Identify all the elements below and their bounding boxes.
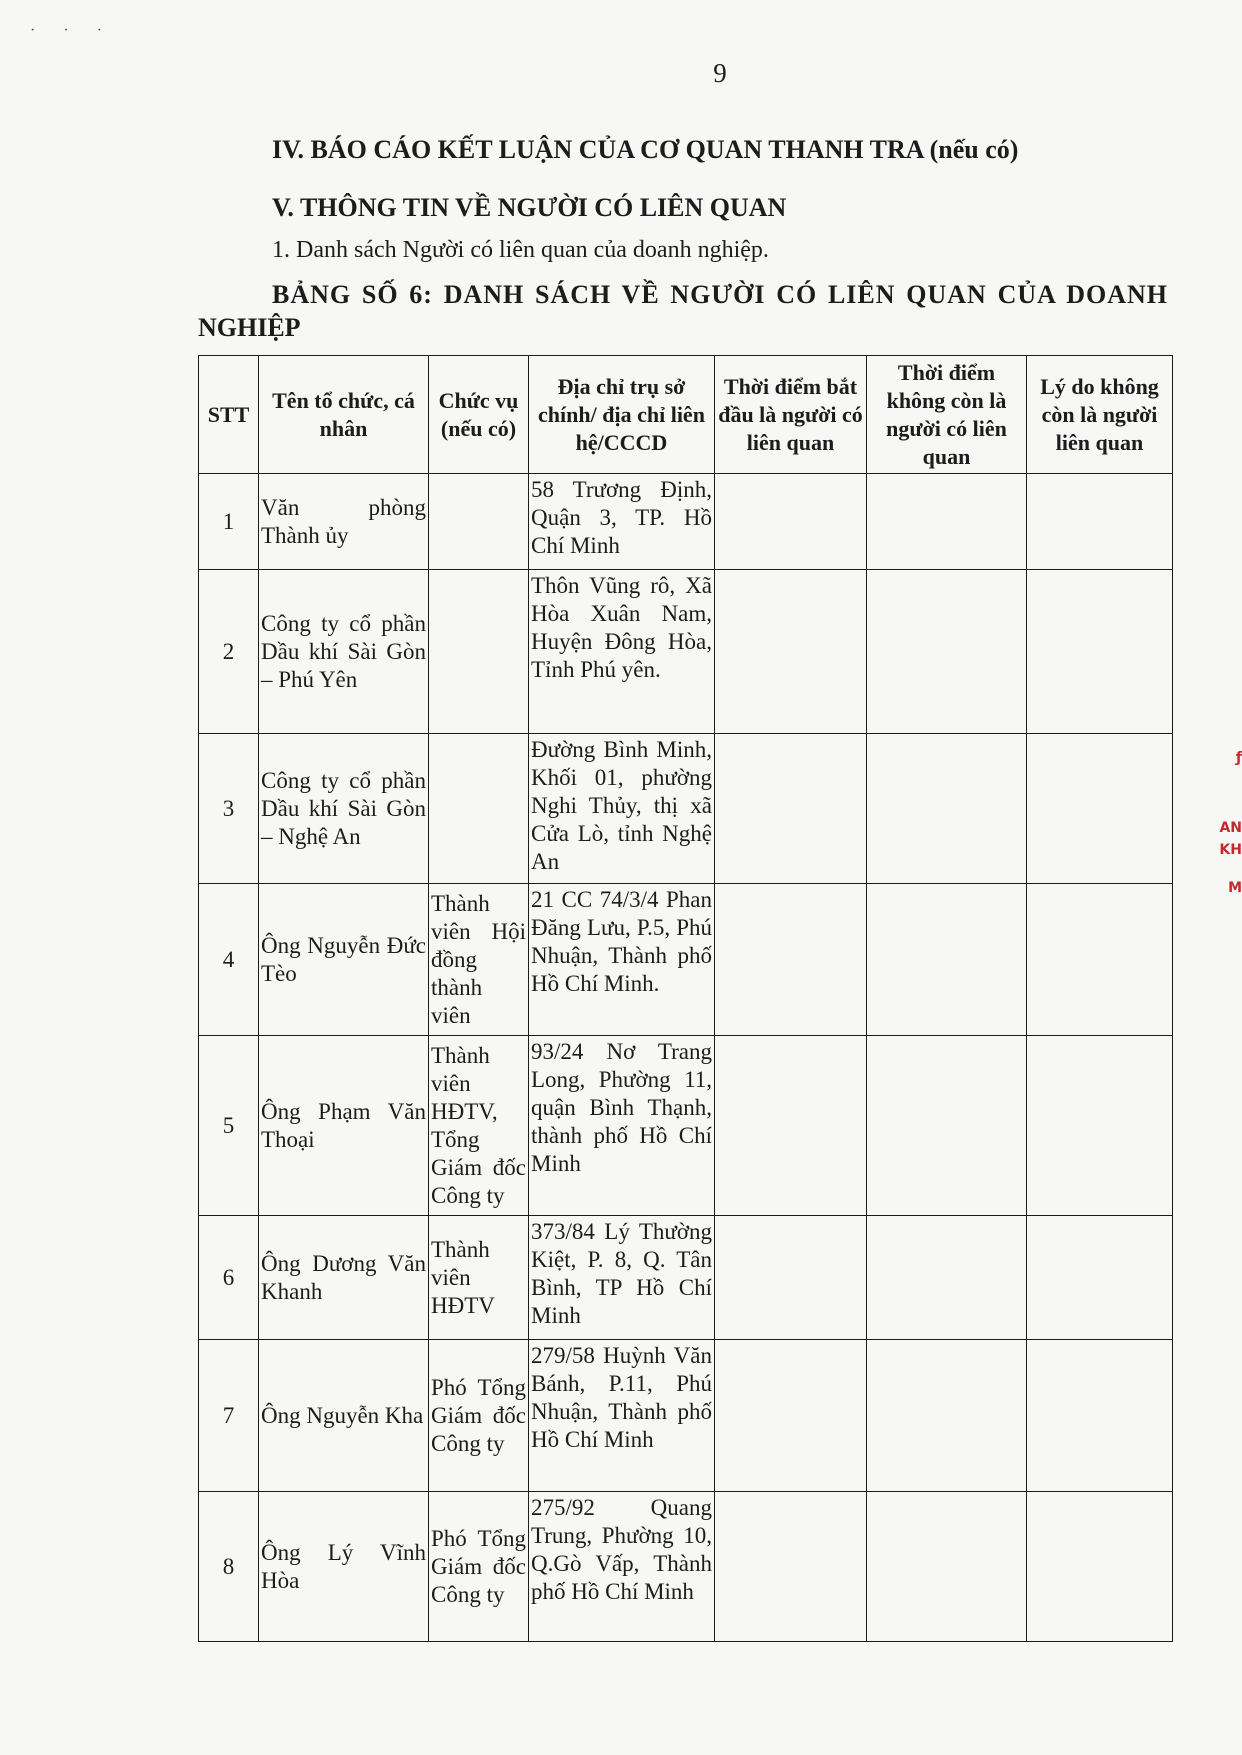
col-header-address: Địa chỉ trụ sở chính/ địa chỉ liên hệ/CCCD xyxy=(529,356,715,474)
cell-start-time xyxy=(715,734,867,884)
cell-name: Công ty cổ phần Dầu khí Sài Gòn – Nghệ An xyxy=(259,734,429,884)
related-persons-table xyxy=(198,355,1173,1642)
cell-reason xyxy=(1027,1036,1173,1216)
cell-name: Công ty cổ phần Dầu khí Sài Gòn – Phú Yên xyxy=(259,570,429,734)
heading-section-v: V. THÔNG TIN VỀ NGƯỜI CÓ LIÊN QUAN xyxy=(272,193,787,222)
cell-start-time xyxy=(715,1492,867,1642)
cell-reason xyxy=(1027,884,1173,1036)
cell-stt: 2 xyxy=(199,570,259,734)
cell-name: Ông Nguyễn Kha xyxy=(259,1340,429,1492)
table-title: BẢNG SỐ 6: DANH SÁCH VỀ NGƯỜI CÓ LIÊN QUAN CỦA DOANH xyxy=(272,280,1168,309)
cell-reason xyxy=(1027,734,1173,884)
cell-address: 93/24 Nơ Trang Long, Phường 11, quận Bình Thạnh, thành phố Hồ Chí Minh xyxy=(529,1036,715,1216)
cell-stt: 4 xyxy=(199,884,259,1036)
table-row xyxy=(199,1340,1173,1492)
cell-position: Phó Tổng Giám đốc Công ty xyxy=(429,1340,529,1492)
col-header-position: Chức vụ (nếu có) xyxy=(429,356,529,474)
table-header-row xyxy=(199,356,1173,474)
table-row xyxy=(199,1036,1173,1216)
table-row xyxy=(199,884,1173,1036)
cell-address: 58 Trương Định, Quận 3, TP. Hồ Chí Minh xyxy=(529,474,715,570)
cell-end-time xyxy=(867,1036,1027,1216)
table-row xyxy=(199,1216,1173,1340)
cell-reason xyxy=(1027,1216,1173,1340)
cell-end-time xyxy=(867,474,1027,570)
cell-stt: 5 xyxy=(199,1036,259,1216)
cell-reason xyxy=(1027,1492,1173,1642)
cell-address: Đường Bình Minh, Khối 01, phường Nghi Thủy, thị xã Cửa Lò, tỉnh Nghệ An xyxy=(529,734,715,884)
col-header-stt: STT xyxy=(199,356,259,474)
table-title-continued: NGHIỆP xyxy=(198,313,301,342)
col-header-name: Tên tổ chức, cá nhân xyxy=(259,356,429,474)
cell-name: Văn phòng Thành ủy xyxy=(259,474,429,570)
cell-position: Thành viên HĐTV, Tổng Giám đốc Công ty xyxy=(429,1036,529,1216)
table-row xyxy=(199,570,1173,734)
cell-end-time xyxy=(867,1492,1027,1642)
cell-stt: 3 xyxy=(199,734,259,884)
cell-reason xyxy=(1027,1340,1173,1492)
cell-start-time xyxy=(715,884,867,1036)
cell-stt: 8 xyxy=(199,1492,259,1642)
cell-start-time xyxy=(715,1216,867,1340)
page-number: 9 xyxy=(713,58,727,88)
cell-start-time xyxy=(715,570,867,734)
scan-marks: · · · xyxy=(30,22,114,39)
cell-end-time xyxy=(867,884,1027,1036)
cell-position: Thành viên HĐTV xyxy=(429,1216,529,1340)
cell-start-time xyxy=(715,1036,867,1216)
paragraph-related-list: 1. Danh sách Người có liên quan của doanh nghiệp. xyxy=(272,237,769,263)
cell-stt: 6 xyxy=(199,1216,259,1340)
cell-start-time xyxy=(715,474,867,570)
cell-position xyxy=(429,734,529,884)
red-stamp-fragment: ƒ AN KH M xyxy=(1219,750,1242,896)
cell-stt: 7 xyxy=(199,1340,259,1492)
cell-reason xyxy=(1027,570,1173,734)
cell-name: Ông Lý Vĩnh Hòa xyxy=(259,1492,429,1642)
col-header-start-time: Thời điểm bắt đầu là người có liên quan xyxy=(715,356,867,474)
table-row xyxy=(199,1492,1173,1642)
cell-position xyxy=(429,570,529,734)
cell-end-time xyxy=(867,1216,1027,1340)
cell-position: Phó Tổng Giám đốc Công ty xyxy=(429,1492,529,1642)
cell-address: 279/58 Huỳnh Văn Bánh, P.11, Phú Nhuận, Thành phố Hồ Chí Minh xyxy=(529,1340,715,1492)
cell-name: Ông Dương Văn Khanh xyxy=(259,1216,429,1340)
cell-end-time xyxy=(867,570,1027,734)
col-header-reason: Lý do không còn là người liên quan xyxy=(1027,356,1173,474)
cell-reason xyxy=(1027,474,1173,570)
cell-stt: 1 xyxy=(199,474,259,570)
cell-end-time xyxy=(867,734,1027,884)
cell-address: 275/92 Quang Trung, Phường 10, Q.Gò Vấp, Thành phố Hồ Chí Minh xyxy=(529,1492,715,1642)
cell-name: Ông Nguyễn Đức Tèo xyxy=(259,884,429,1036)
cell-start-time xyxy=(715,1340,867,1492)
cell-position xyxy=(429,474,529,570)
table-row xyxy=(199,734,1173,884)
cell-position: Thành viên Hội đồng thành viên xyxy=(429,884,529,1036)
cell-end-time xyxy=(867,1340,1027,1492)
cell-address: Thôn Vũng rô, Xã Hòa Xuân Nam, Huyện Đông Hòa, Tỉnh Phú yên. xyxy=(529,570,715,734)
col-header-end-time: Thời điểm không còn là người có liên quan xyxy=(867,356,1027,474)
cell-address: 373/84 Lý Thường Kiệt, P. 8, Q. Tân Bình, TP Hồ Chí Minh xyxy=(529,1216,715,1340)
cell-name: Ông Phạm Văn Thoại xyxy=(259,1036,429,1216)
heading-section-iv: IV. BÁO CÁO KẾT LUẬN CỦA CƠ QUAN THANH TRA (nếu có) xyxy=(272,135,1019,164)
cell-address: 21 CC 74/3/4 Phan Đăng Lưu, P.5, Phú Nhuận, Thành phố Hồ Chí Minh. xyxy=(529,884,715,1036)
table-row xyxy=(199,474,1173,570)
